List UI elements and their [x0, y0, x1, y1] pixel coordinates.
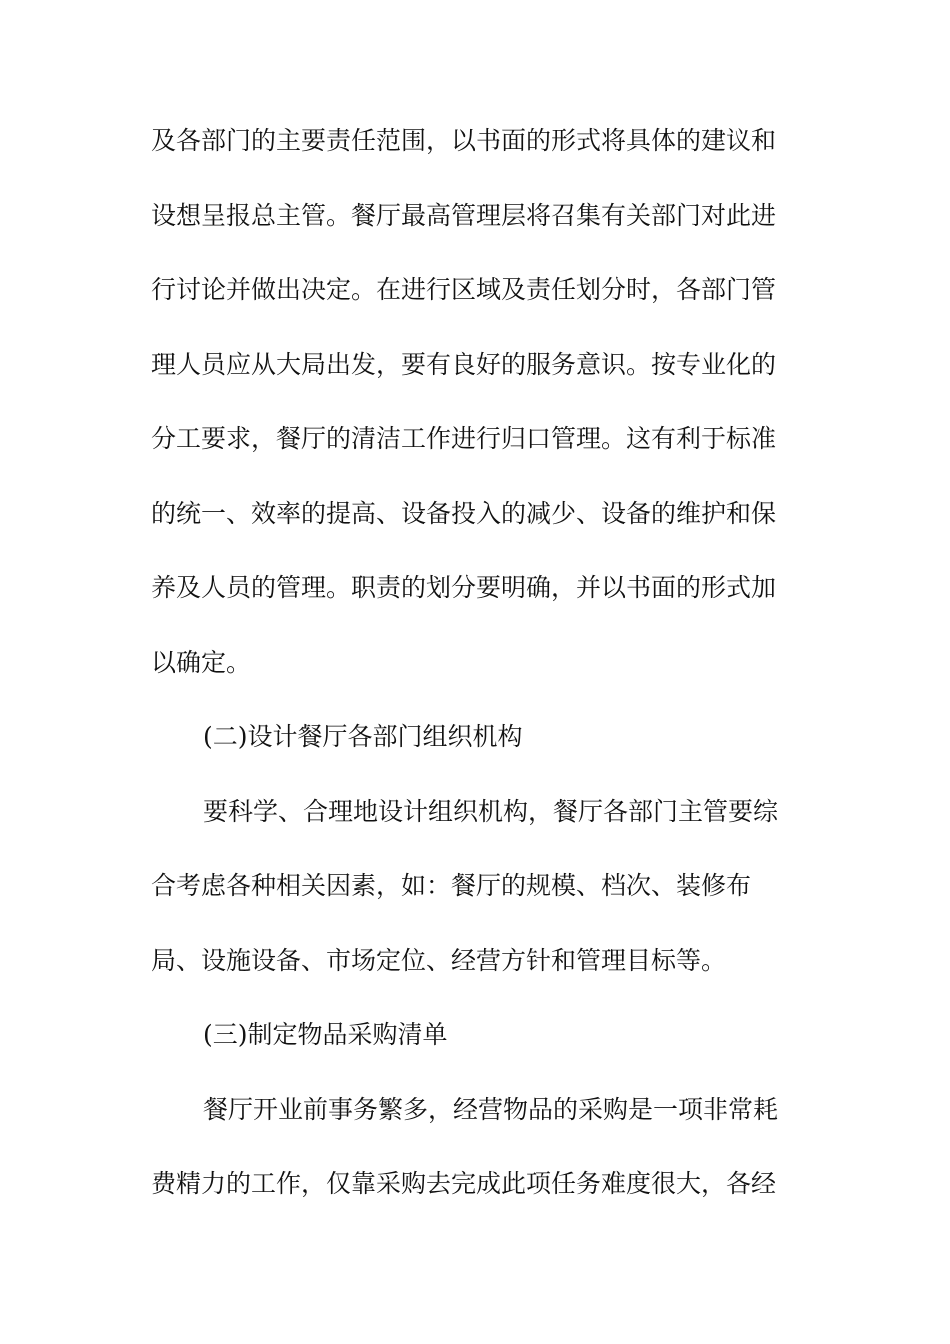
text-line: 局、设施设备、市场定位、经营方针和管理目标等。 — [151, 945, 727, 975]
section-heading: (三)制定物品采购清单 — [203, 1020, 448, 1049]
text-line: 设想呈报总主管。餐厅最高管理层将召集有关部门对此进 — [151, 200, 777, 230]
text-line: 理人员应从大局出发，要有良好的服务意识。按专业化的 — [151, 349, 777, 379]
text-line: 合考虑各种相关因素，如：餐厅的规模、档次、装修布 — [151, 871, 752, 900]
section-heading: (二)设计餐厅各部门组织机构 — [203, 722, 523, 751]
text-line: 以确定。 — [151, 647, 252, 677]
document-body — [151, 128, 801, 1246]
paragraph-start: 要科学、合理地设计组织机构，餐厅各部门主管要综 — [203, 796, 779, 826]
text-line: 及各部门的主要责任范围，以书面的形式将具体的建议和 — [151, 126, 777, 155]
text-line: 行讨论并做出决定。在进行区域及责任划分时，各部门管 — [151, 275, 777, 304]
text-line: 的统一、效率的提高、设备投入的减少、设备的维护和保 — [151, 498, 777, 528]
paragraph-start: 餐厅开业前事务繁多，经营物品的采购是一项非常耗 — [203, 1094, 779, 1124]
text-line: 分工要求，餐厅的清洁工作进行归口管理。这有利于标准 — [151, 424, 777, 453]
text-line: 费精力的工作，仅靠采购去完成此项任务难度很大，各经 — [151, 1169, 777, 1198]
text-line: 养及人员的管理。职责的划分要明确，并以书面的形式加 — [151, 573, 777, 602]
